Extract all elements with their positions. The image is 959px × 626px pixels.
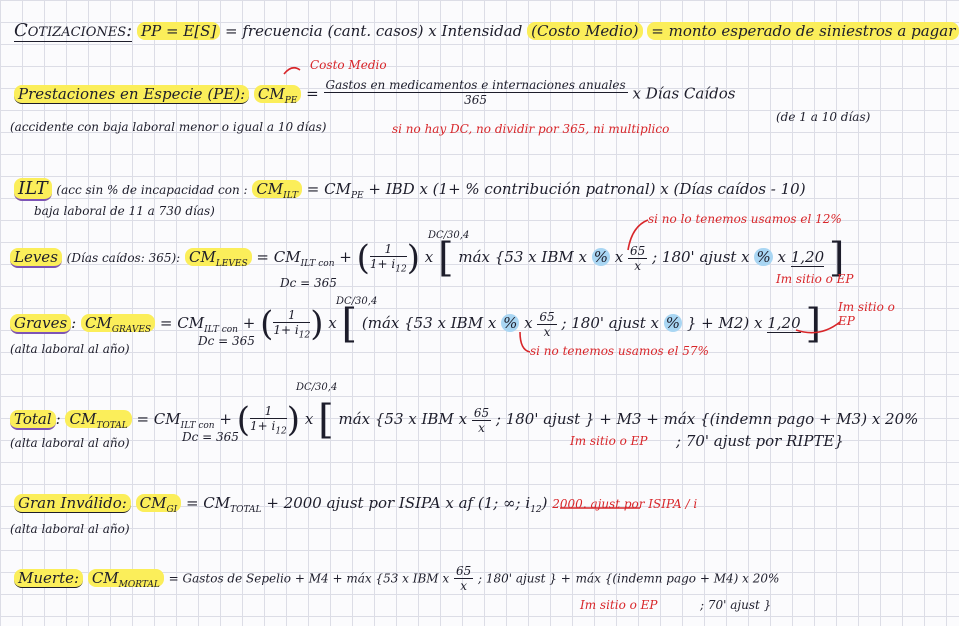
- gi-cm: CM: [139, 494, 167, 512]
- graves-x65: x: [524, 314, 533, 332]
- costo-medio-arrow: [284, 68, 300, 74]
- leves-cm-sub: LEVES: [215, 259, 248, 269]
- gi-cm-sub: GI: [166, 505, 178, 515]
- graves-dc-note: Dc = 365: [198, 334, 255, 348]
- graves-times: x: [328, 314, 337, 332]
- pp-formula: PP = E[S]: [137, 22, 220, 40]
- leves-red-arrow: [628, 220, 648, 250]
- total-ilt-sub: ILT con: [180, 421, 215, 431]
- leves-frac-num: 1: [370, 242, 407, 257]
- gi-eq: = CM: [185, 494, 231, 512]
- leves-frac-den-sub: 12: [395, 264, 407, 275]
- leves-desc: (Días caídos: 365):: [66, 251, 181, 265]
- pe-denominator: 365: [464, 93, 488, 107]
- pe-title: Prestaciones en Especie (PE):: [14, 85, 249, 104]
- ilt-rest: + IBD x (1+ % contribución patronal) x (Días caídos - 10): [368, 180, 806, 198]
- leves-factor: 1,20: [790, 248, 825, 266]
- muerte-cm-sub: MORTAL: [118, 579, 160, 590]
- gi-rest-sub: 12: [530, 505, 542, 515]
- total-line: Total : $CM_{TOTAL} = CM_{ILT con}$ + ( $\frac{1}{1+ i_{12}}$ ) x [ máx {53 x IBM x $\frac{65}{x}$ ; 180' ajust } + M3 + máx {(indemn pago + M3) x 20%: [10, 400, 918, 440]
- costo-medio-label: (Costo Medio): [527, 22, 642, 40]
- pe-subtitle: (accidente con baja laboral menor o igual a 10 días): [10, 120, 327, 134]
- total-title: Total: [10, 410, 56, 430]
- muerte-cm: CM: [91, 568, 119, 587]
- graves-content1: (máx {53 x IBM x: [361, 314, 497, 332]
- graves-pct: %: [503, 314, 518, 332]
- total-cm-sub: TOTAL: [96, 421, 128, 431]
- total-den65: x: [478, 420, 485, 435]
- total-dc-note: Dc = 365: [182, 430, 239, 444]
- graves-line: Graves : $CM_{GRAVES} = CM_{ILT con}$ + ( $\frac{1}{1+ i_{12}}$ ) x [ (máx {53 x IBM x % x $\frac{65}{x}$ ; 180' ajust x % } + M2) x 1,20 ]: [10, 304, 821, 344]
- page-title: Cotizaciones:: [14, 20, 133, 41]
- ilt-desc2: baja laboral de 11 a 730 días): [34, 204, 215, 218]
- graves-cm-sub: GRAVES: [111, 325, 152, 335]
- total-maxtext: máx {(indemn pago + M3) x 20%: [663, 410, 919, 428]
- graves-frac-den: 1+ i: [273, 322, 299, 337]
- graves-cm: CM: [84, 314, 112, 332]
- graves-frac-num: 1: [273, 308, 310, 323]
- muerte-line2: ; 70' ajust }: [700, 598, 772, 612]
- leves-times: x: [424, 248, 434, 266]
- ilt-cm: CM: [256, 180, 284, 198]
- leves-cm: CM: [188, 248, 216, 266]
- total-line2: ; 70' ajust por RIPTE}: [676, 432, 844, 450]
- pe-red-note: si no hay DC, no dividir por 365, ni multiplico: [392, 122, 670, 136]
- ilt-formula-sub: PE: [350, 191, 364, 201]
- graves-red-note: si no tenemos usamos el 57%: [530, 344, 709, 358]
- leves-dc-note: Dc = 365: [280, 276, 337, 290]
- graves-red-arrow: [520, 332, 530, 352]
- leves-title: Leves: [10, 248, 62, 268]
- leves-bracket: máx {53 x IBM x: [458, 248, 587, 266]
- graves-plus: +: [242, 314, 256, 332]
- graves-red-side: Im sitio o EP: [838, 300, 895, 328]
- graves-exponent: DC/30,4: [336, 296, 378, 307]
- total-subtitle: (alta laboral al año): [10, 436, 130, 450]
- graves-factor: 1,20: [767, 314, 801, 332]
- pe-times: x: [632, 84, 641, 103]
- ilt-cm-sub: ILT: [283, 191, 298, 201]
- leves-num65: 65: [630, 243, 646, 258]
- leves-ajust: ; 180' ajust x: [652, 248, 750, 266]
- leves-pct: %: [593, 248, 608, 266]
- leves-x65: x: [614, 248, 624, 266]
- gi-subtitle: (alta laboral al año): [10, 522, 130, 536]
- graves-title: Graves: [10, 314, 71, 334]
- muerte-red-note: Im sitio o EP: [580, 598, 658, 612]
- muerte-maxtext: máx {(indemn pago + M4) x 20%: [575, 571, 780, 586]
- total-num65: 65: [473, 405, 490, 420]
- graves-den65: x: [543, 324, 551, 339]
- ilt-formula: = CM: [306, 180, 351, 198]
- pe-cm-sub: PE: [284, 95, 298, 106]
- leves-eq: = CM: [256, 248, 301, 266]
- pe-equals: =: [306, 84, 319, 103]
- muerte-title: Muerte:: [14, 569, 83, 588]
- total-exponent: DC/30,4: [296, 382, 338, 393]
- gi-close: ): [541, 494, 548, 512]
- graves-end: } + M2) x: [686, 314, 763, 332]
- total-frac-den: 1+ i: [249, 418, 276, 433]
- pe-cm: CM: [257, 84, 285, 103]
- gi-eq-sub: TOTAL: [230, 505, 262, 515]
- muerte-num65: 65: [455, 564, 472, 578]
- total-cm: CM: [69, 410, 97, 428]
- graves-side-arrow: [796, 322, 840, 333]
- graves-eq: = CM: [159, 314, 205, 332]
- gi-red-note: 2000. ajust por ISIPA / i: [552, 497, 698, 511]
- gi-rest: + 2000 ajust por ISIPA x af (1; ∞; i: [266, 494, 531, 512]
- graves-frac-den-sub: 12: [298, 330, 311, 341]
- pe-numerator: Gastos en medicamentos e internaciones anuales: [325, 78, 626, 92]
- leves-frac-den: 1+ i: [369, 256, 396, 271]
- graves-num65: 65: [539, 309, 555, 324]
- total-plus: +: [219, 410, 232, 428]
- leves-exponent: DC/30,4: [428, 230, 470, 241]
- graves-ilt-sub: ILT con: [204, 325, 238, 335]
- muerte-ajust: ; 180' ajust } +: [478, 571, 571, 586]
- muerte-eq: = Gastos de Sepelio + M4 + máx {53 x IBM x: [168, 571, 450, 586]
- costo-medio-note: Costo Medio: [310, 58, 387, 72]
- muerte-den65: x: [460, 579, 467, 593]
- total-eq: = CM: [136, 410, 181, 428]
- pe-dias-range: (de 1 a 10 días): [776, 110, 871, 124]
- total-times: x: [304, 410, 314, 428]
- graves-subtitle: (alta laboral al año): [10, 342, 130, 356]
- header-result: = monto esperado de siniestros a pagar: [647, 22, 959, 40]
- pe-dias-caidos: Días Caídos: [645, 84, 736, 103]
- total-content1: máx {53 x IBM x: [338, 410, 468, 428]
- leves-ilt-sub: ILT con: [300, 259, 335, 269]
- graves-ajust: ; 180' ajust x: [561, 314, 659, 332]
- total-frac-den-sub: 12: [275, 426, 287, 437]
- total-ajust: ; 180' ajust } + M3 +: [495, 410, 659, 428]
- total-frac-num: 1: [250, 404, 287, 419]
- leves-red-sub: Im sitio o EP: [776, 272, 854, 286]
- leves-den65: x: [634, 258, 642, 273]
- ilt-title: ILT: [14, 178, 52, 201]
- leves-plus: +: [339, 248, 352, 266]
- header-eq-text: = frecuencia (cant. casos) x Intensidad: [225, 22, 523, 40]
- leves-times2: x: [777, 248, 786, 266]
- total-red-note: Im sitio o EP: [570, 434, 648, 448]
- gi-title: Gran Inválido:: [14, 494, 131, 513]
- leves-line: Leves (Días caídos: 365): $CM_{LEVES} = CM_{ILT con}$ + ( $\frac{1}{1+ i_{12}}$ ) x [ máx {53 x IBM x % x $\frac{65}{x}$ ; 180' ajust x % x 1,20 ]: [10, 238, 845, 278]
- leves-red-note: si no lo tenemos usamos el 12%: [648, 212, 842, 226]
- ilt-desc1: (acc sin % de incapacidad con :: [56, 183, 248, 197]
